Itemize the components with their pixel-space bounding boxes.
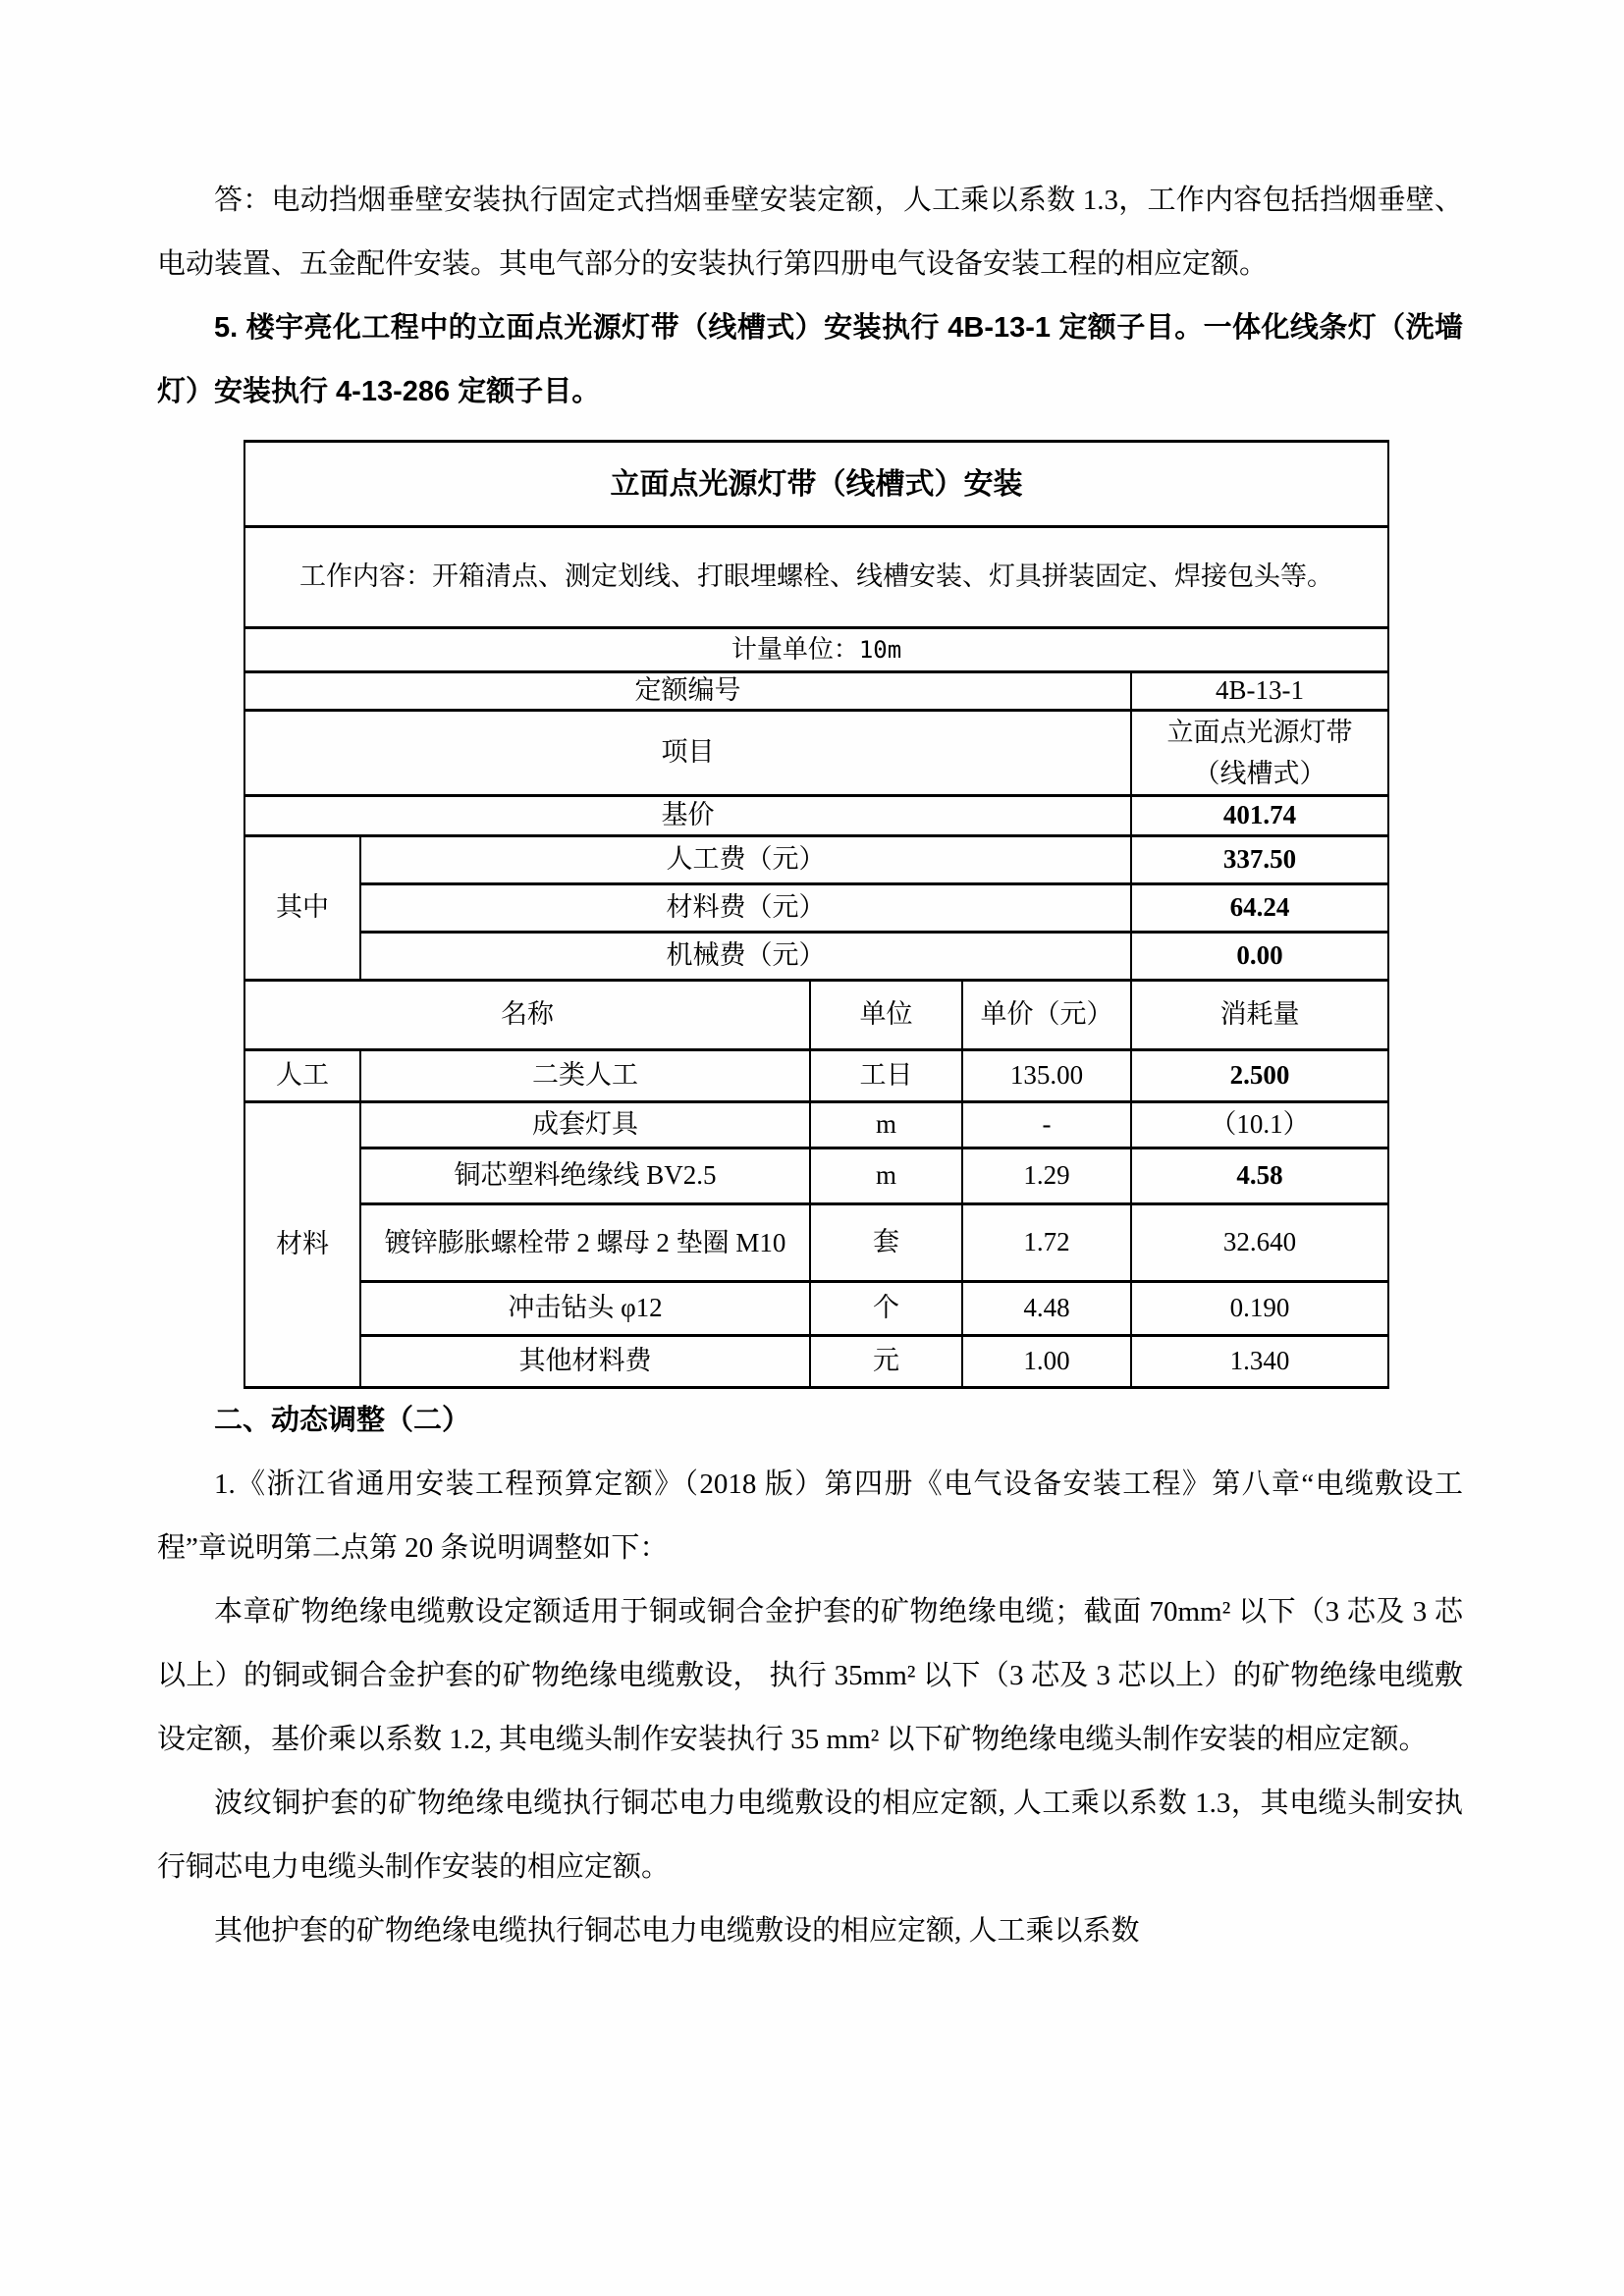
material-unit: m — [810, 1148, 962, 1204]
material-unit: 个 — [810, 1282, 962, 1336]
material-consumption: （10.1） — [1131, 1102, 1388, 1148]
item-label: 项目 — [244, 711, 1131, 796]
labor-fee-label: 人工费（元） — [360, 836, 1131, 884]
base-price-value: 401.74 — [1131, 796, 1388, 836]
paragraph-other-sheath: 其他护套的矿物绝缘电缆执行铜芯电力电缆敷设的相应定额, 人工乘以系数 — [214, 1915, 1140, 1947]
labor-fee-value: 337.50 — [1131, 836, 1388, 884]
labor-group-label: 人工 — [244, 1050, 360, 1102]
table-row-item — [244, 711, 1388, 796]
table-title: 立面点光源灯带（线槽式）安装 — [244, 442, 1388, 527]
material-price: 1.72 — [962, 1204, 1131, 1282]
material-group-label: 材料 — [244, 1102, 360, 1388]
heading-item-5: 5. 楼宇亮化工程中的立面点光源灯带（线槽式）安装执行 4B-13-1 定额子目。一体化线条灯（洗墙灯）安装执行 4-13-286 定额子目。 — [157, 312, 1463, 407]
table-row-measure-unit — [244, 628, 1388, 672]
material-price: 1.00 — [962, 1336, 1131, 1388]
machine-fee-label: 机械费（元） — [360, 933, 1131, 981]
item-value-line1: 立面点光源灯带 — [1166, 718, 1353, 747]
labor-unit: 工日 — [810, 1050, 962, 1102]
table-row-material-2 — [244, 1148, 1388, 1204]
table-row-material-1 — [244, 1102, 1388, 1148]
measure-unit-cell — [244, 628, 1388, 672]
material-price: 4.48 — [962, 1282, 1131, 1336]
material-consumption: 0.190 — [1131, 1282, 1388, 1336]
header-name: 名称 — [244, 981, 810, 1050]
table-row-material-4 — [244, 1282, 1388, 1336]
paragraph-corrugated-copper: 波纹铜护套的矿物绝缘电缆执行铜芯电力电缆敷设的相应定额, 人工乘以系数 1.3，其电缆头制安执行铜芯电力电缆头制作安装的相应定额。 — [157, 1788, 1463, 1883]
material-name: 镀锌膨胀螺栓带 2 螺母 2 垫圈 M10 — [360, 1204, 810, 1282]
quota-table — [244, 440, 1389, 1389]
base-price-label: 基价 — [244, 796, 1131, 836]
material-consumption: 1.340 — [1131, 1336, 1388, 1388]
measure-unit-label: 计量单位： — [731, 635, 859, 665]
table-row-material-3 — [244, 1204, 1388, 1282]
header-price: 单价（元） — [962, 981, 1131, 1050]
material-unit: 套 — [810, 1204, 962, 1282]
measure-unit-value: 10m — [858, 636, 902, 665]
quota-number-label: 定额编号 — [244, 672, 1131, 711]
material-consumption: 4.58 — [1131, 1148, 1388, 1204]
paragraph-answer: 答：电动挡烟垂壁安装执行固定式挡烟垂壁安装定额，人工乘以系数 1.3，工作内容包括挡烟垂壁、电动装置、五金配件安装。其电气部分的安装执行第四册电气设备安装工程的相应定额。 — [157, 185, 1463, 280]
table-row-quota-number — [244, 672, 1388, 711]
labor-consumption: 2.500 — [1131, 1050, 1388, 1102]
labor-name: 二类人工 — [360, 1050, 810, 1102]
heading-section-2: 二、动态调整（二） — [214, 1405, 471, 1436]
table-row-material-5 — [244, 1336, 1388, 1388]
material-unit: m — [810, 1102, 962, 1148]
item-value-line2: （线槽式） — [1193, 759, 1326, 788]
table-row-labor — [244, 1050, 1388, 1102]
work-content-cell: 工作内容：开箱清点、测定划线、打眼埋螺栓、线槽安装、灯具拼装固定、焊接包头等。 — [244, 527, 1388, 628]
material-price: - — [962, 1102, 1131, 1148]
table-row-machine-fee — [244, 933, 1388, 981]
material-fee-label: 材料费（元） — [360, 884, 1131, 933]
paragraph-adjust-intro: 1.《浙江省通用安装工程预算定额》（2018 版）第四册《电气设备安装工程》第八章“电缆敷设工程”章说明第二点第 20 条说明调整如下： — [157, 1468, 1463, 1564]
material-price: 1.29 — [962, 1148, 1131, 1204]
table-row-material-fee — [244, 884, 1388, 933]
material-name: 成套灯具 — [360, 1102, 810, 1148]
header-consumption: 消耗量 — [1131, 981, 1388, 1050]
material-name: 铜芯塑料绝缘线 BV2.5 — [360, 1148, 810, 1204]
material-name: 冲击钻头 φ12 — [360, 1282, 810, 1336]
machine-fee-value: 0.00 — [1131, 933, 1388, 981]
header-unit: 单位 — [810, 981, 962, 1050]
material-fee-value: 64.24 — [1131, 884, 1388, 933]
table-row-base-price — [244, 796, 1388, 836]
among-label: 其中 — [244, 836, 360, 981]
material-name: 其他材料费 — [360, 1336, 810, 1388]
table-row-work-content — [244, 527, 1388, 628]
item-value — [1131, 711, 1388, 796]
material-unit: 元 — [810, 1336, 962, 1388]
quota-number-value: 4B-13-1 — [1131, 672, 1388, 711]
table-row-column-headers — [244, 981, 1388, 1050]
material-consumption: 32.640 — [1131, 1204, 1388, 1282]
table-row-title — [244, 442, 1388, 527]
paragraph-adjust-body: 本章矿物绝缘电缆敷设定额适用于铜或铜合金护套的矿物绝缘电缆；截面 70mm² 以下（3 芯及 3 芯以上）的铜或铜合金护套的矿物绝缘电缆敷设， 执行 35mm² 以下（3 芯及 3 芯以上）的矿物绝缘电缆敷设定额，基价乘以系数 1.2, 其电缆头制作安装执行 35 mm² 以下矿物绝缘电缆头制作安装的相应定额。 — [157, 1596, 1463, 1755]
labor-price: 135.00 — [962, 1050, 1131, 1102]
table-row-labor-fee — [244, 836, 1388, 884]
